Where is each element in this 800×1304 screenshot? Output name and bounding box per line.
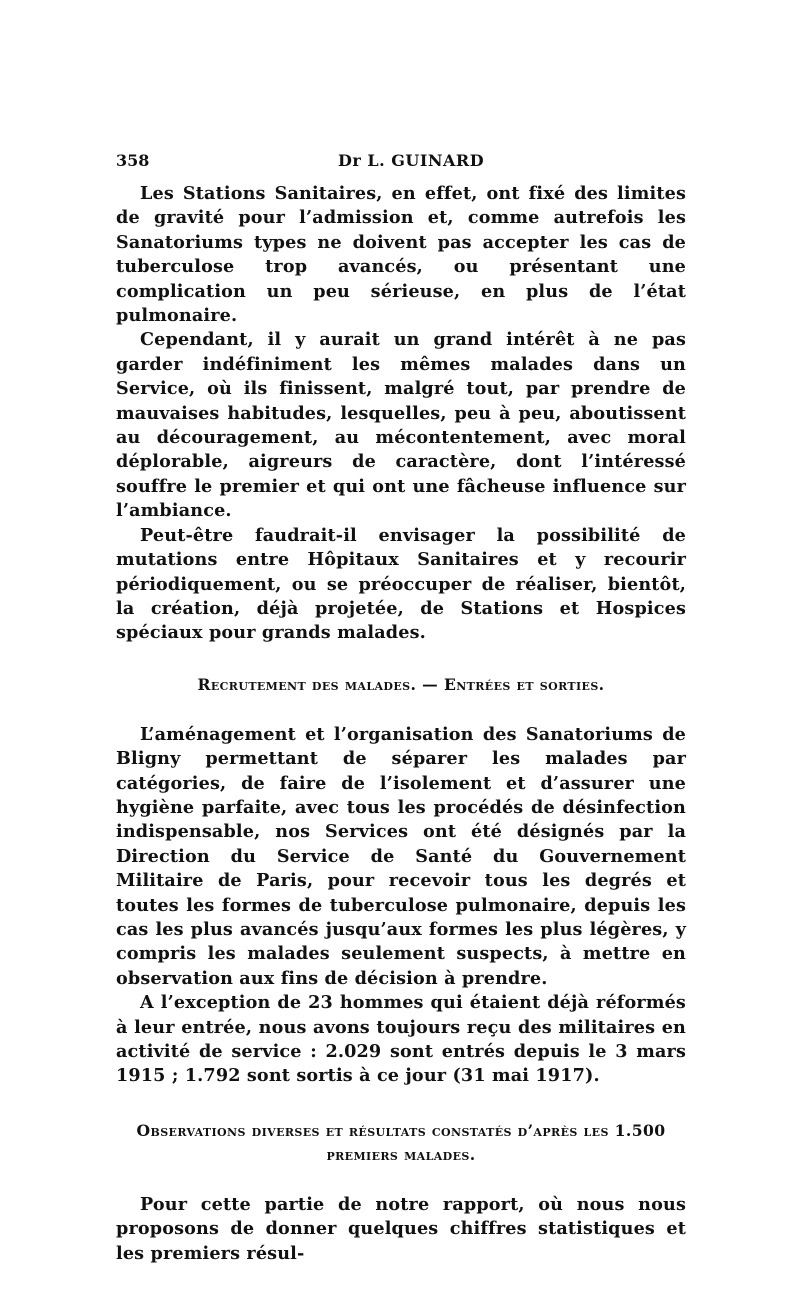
document-page <box>116 148 686 1266</box>
page-header <box>116 148 686 174</box>
running-head: Dr L. GUINARD <box>338 151 485 170</box>
paragraph: Peut-être faudrait-il envisager la possibilité de mutations entre Hôpitaux Sanitaires et y recourir périodiquement, ou se préoccuper de réaliser, bientôt, la création, déjà projetée, de Stations et Hospices spéciaux pour grands malades. <box>116 524 686 644</box>
paragraph: Les Stations Sanitaires, en effet, ont fixé des limites de gravité pour l’admission et, comme autrefois les Sanatoriums types ne doivent pas accepter les cas de tuberculose trop avancés, ou présentant une complication un peu sérieuse, en plus de l’état pulmonaire. <box>116 183 686 327</box>
section-heading-recrutement: Recrutement des malades. — Entrées et sorties. <box>197 674 605 694</box>
paragraph: L’aménagement et l’organisation des Sanatoriums de Bligny permettant de séparer les malades par catégories, de faire de l’isolement et d’assurer une hygiène parfaite, avec tous les procédés de désinfection indispensable, nos Services ont été désignés par la Direction du Service de Santé du Gouvernement Militaire de Paris, pour recevoir tous les degrés et toutes les formes de tuberculose pulmonaire, depuis les cas les plus avancés jusqu’aux formes les plus légères, y compris les malades seulement suspects, à mettre en observation aux fins de décision à prendre. <box>116 723 686 989</box>
page-number: 358 <box>116 151 150 170</box>
section-heading-observations: Observations diverses et résultats constatés d’après les 1.500 premiers malades. <box>136 1120 666 1164</box>
paragraph: Pour cette partie de notre rapport, où nous nous proposons de donner quelques chiffres statistiques et les premiers résul- <box>116 1193 686 1264</box>
paragraph: A l’exception de 23 hommes qui étaient déjà réformés à leur entrée, nous avons toujours reçu des militaires en activité de service : 2.029 sont entrés depuis le 3 mars 1915 ; 1.792 sont sortis à ce jour (31 mai 1917). <box>116 992 686 1087</box>
body-text <box>116 182 686 1266</box>
paragraph: Cependant, il y aurait un grand intérêt à ne pas garder indéfiniment les mêmes malades dans un Service, où ils finissent, malgré tout, par prendre de mauvaises habitudes, lesquelles, peu à peu, aboutissent au découragement, au mécontentement, avec moral déplorable, aigreurs de caractère, dont l’intéressé souffre le premier et qui ont une fâcheuse influence sur l’ambiance. <box>116 329 686 522</box>
